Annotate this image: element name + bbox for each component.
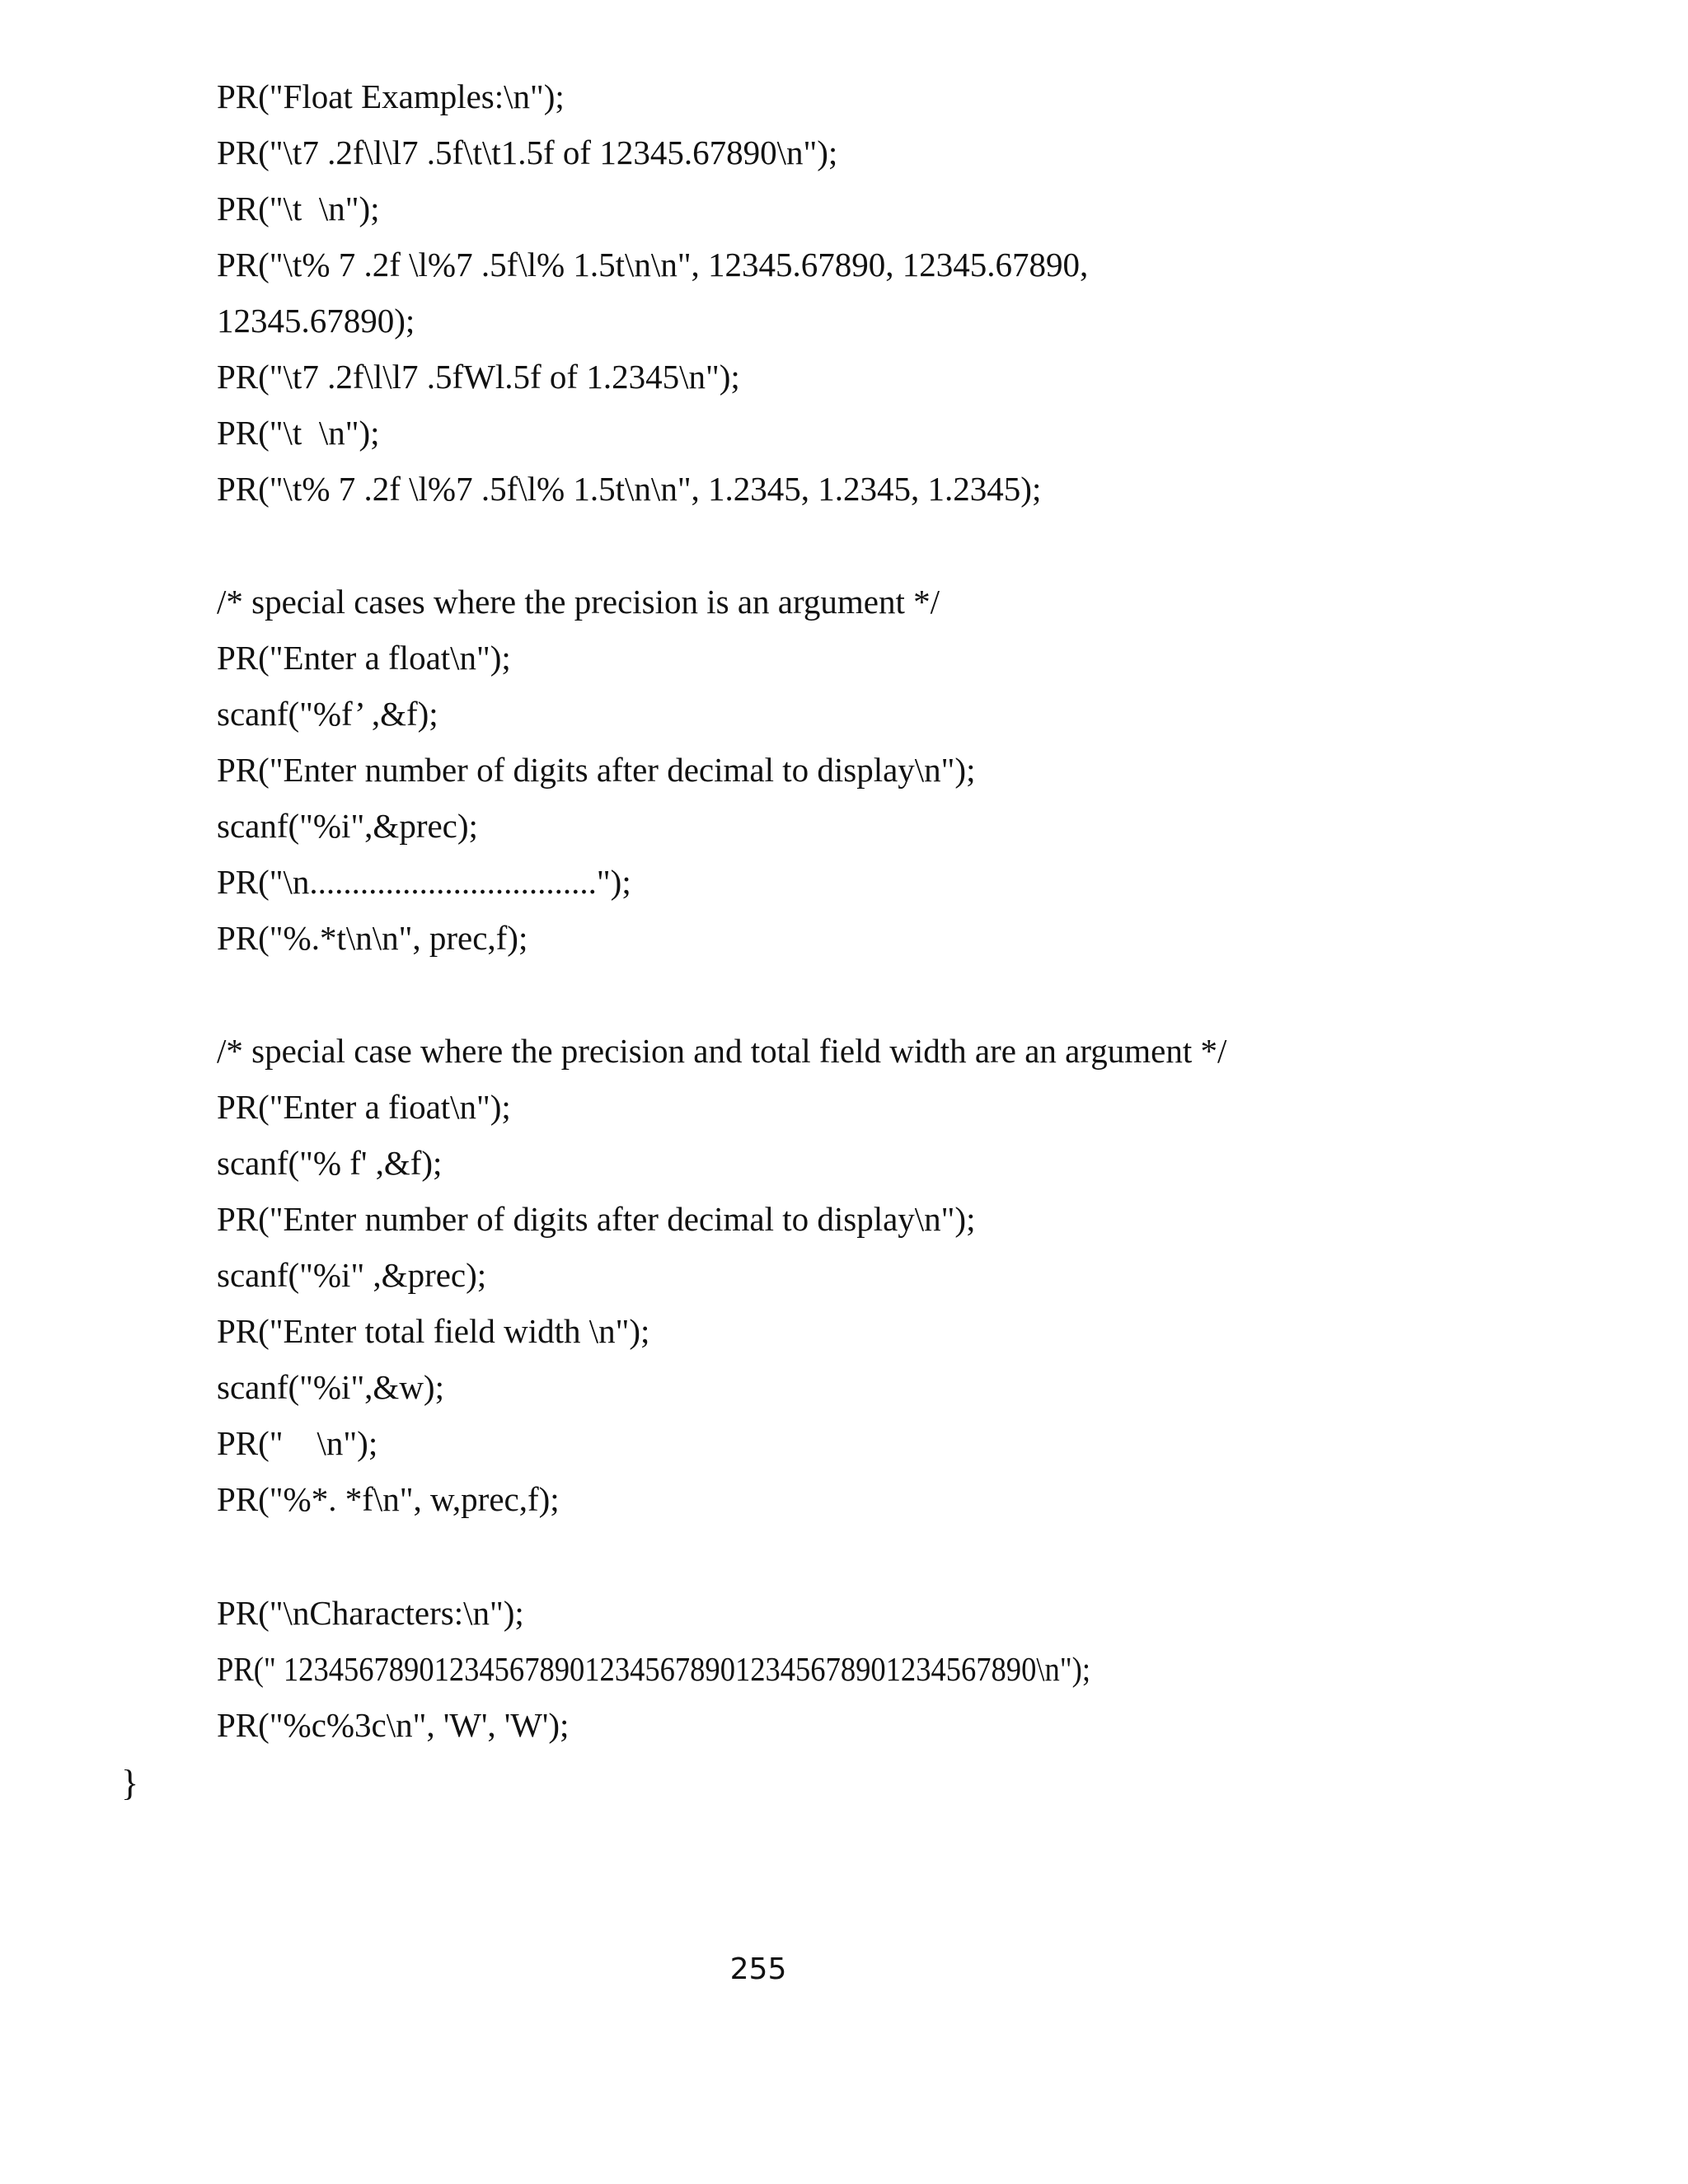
code-line: scanf("%i",&w); <box>217 1368 444 1406</box>
code-line: PR("\t7 .2f\l\l7 .5f\t\t1.5f of 12345.67890\n"); <box>217 134 838 171</box>
code-line: 12345.67890); <box>217 302 415 340</box>
code-line: PR("Enter total field width \n"); <box>217 1312 650 1350</box>
code-line: PR("%.*t\n\n", prec,f); <box>217 919 528 957</box>
page-number: 255 <box>729 1952 787 1986</box>
code-line: PR("Enter a fioat\n"); <box>217 1088 511 1126</box>
code-line: PR("\t% 7 .2f \l%7 .5f\l% 1.5t\n\n", 12345.67890, 12345.67890, <box>217 246 1089 284</box>
code-line: PR("\nCharacters:\n"); <box>217 1594 524 1632</box>
code-line: scanf("%f’ ,&f); <box>217 695 438 733</box>
code-line: PR("%*. *f\n", w,prec,f); <box>217 1480 560 1518</box>
code-line: PR("Enter number of digits after decimal to display\n"); <box>217 751 976 789</box>
code-line: PR("%c%3c\n", 'W', 'W'); <box>217 1706 570 1744</box>
code-line: PR("\n.................................."); <box>217 863 631 901</box>
code-line: scanf("%i",&prec); <box>217 807 478 845</box>
code-line: PR("\t \n"); <box>217 190 380 227</box>
code-line: PR(" \n"); <box>217 1424 378 1462</box>
code-line: PR("Enter number of digits after decimal to display\n"); <box>217 1200 976 1238</box>
code-comment: /* special cases where the precision is an argument */ <box>217 583 940 621</box>
code-comment: /* special case where the precision and total field width are an argument */ <box>217 1032 1227 1070</box>
code-line: scanf("% f' ,&f); <box>217 1144 443 1182</box>
code-line: PR(" 12345678901234567890123456789012345678901234567890\n"); <box>217 1650 1090 1688</box>
code-line: PR("\t% 7 .2f \l%7 .5f\l% 1.5t\n\n", 1.2345, 1.2345, 1.2345); <box>217 470 1042 508</box>
closing-brace: } <box>121 1763 139 1803</box>
code-line: PR("Enter a float\n"); <box>217 639 511 677</box>
code-line: scanf("%i" ,&prec); <box>217 1256 487 1294</box>
code-line: PR("\t \n"); <box>217 414 380 452</box>
code-line: PR("\t7 .2f\l\l7 .5fWl.5f of 1.2345\n"); <box>217 358 740 396</box>
code-line: PR("Float Examples:\n"); <box>217 77 565 115</box>
